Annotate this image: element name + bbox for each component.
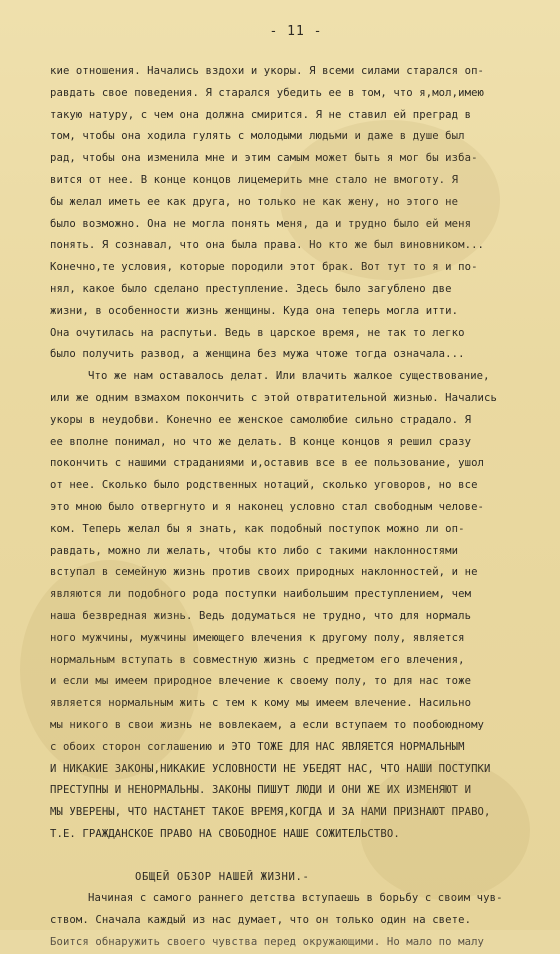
text-line: наша безвредная жизнь. Ведь додуматься не трудно, что для нормаль (50, 609, 472, 622)
text-line: бы желал иметь ее как друга, но только не как жену, но этого не (50, 195, 459, 208)
text-line: нормальным вступать в совместную жизнь с предметом его влечения, (50, 653, 465, 666)
text-line: Начиная с самого раннего детства вступаешь в борьбу с своим чув- (88, 892, 503, 905)
text-line: ее вполне понимал, но что же делать. В конце концов я решил сразу (50, 435, 472, 448)
text-line: понять. Я сознавал, что она была права. Но кто же был виновником... (50, 239, 485, 252)
text-line: это мною было отвергнуто и я наконец условно стал свободным челове- (50, 500, 485, 513)
text-line: нял, какое было сделано преступление. Здесь было загублено две (50, 282, 452, 295)
text-line: покончить с нашими страданиями и,оставив все в ее пользование, ушол (50, 457, 485, 470)
text-line: от нее. Сколько было родственных нотаций, сколько уговоров, но все (50, 479, 478, 492)
text-line: мы никого в свои жизнь не вовлекаем, а если вступаем то пообоюдному (50, 718, 485, 731)
paragraph-3 (50, 888, 542, 953)
text-line: было возможно. Она не могла понять меня, да и трудно было ей меня (50, 217, 472, 230)
text-line: было получить развод, а женщина без мужа чтоже тогда означала... (50, 348, 465, 361)
text-line: ПРЕСТУПНЫ И НЕНОРМАЛЬНЫ. ЗАКОНЫ ПИШУТ ЛЮДИ И ОНИ ЖЕ ИХ ИЗМЕНЯЮТ И (50, 784, 472, 797)
text-line: или же одним взмахом покончить с этой отвратительной жизнью. Начались (50, 391, 497, 404)
text-line: Она очутилась на распутьи. Ведь в царское время, не так то легко (50, 326, 465, 339)
text-line: жизни, в особенности жизнь женщины. Куда она теперь могла итти. (50, 304, 459, 317)
text-line: Конечно,те условия, которые породили этот брак. Вот тут то я и по- (50, 261, 478, 274)
text-line: вится от нее. В конце концов лицемерить мне стало не вмоготу. Я (50, 173, 459, 186)
text-line: ством. Сначала каждый из нас думает, что он только один на свете. (50, 914, 472, 927)
text-line: и если мы имеем природное влечение к своему полу, то для нас тоже (50, 675, 472, 688)
text-line: ного мужчины, мужчины имеющего влечения к другому полу, является (50, 631, 465, 644)
text-line: ком. Теперь желал бы я знать, как подобный поступок можно ли оп- (50, 522, 465, 535)
text-line: является нормальным жить с тем к кому мы имеем влечение. Насильно (50, 697, 472, 710)
text-line: том, чтобы она ходила гулять с молодыми людьми и даже в душе был (50, 130, 465, 143)
text-line: являются ли подобного рода поступки наибольшим преступлением, чем (50, 588, 472, 601)
text-line: И НИКАКИЕ ЗАКОНЫ,НИКАКИЕ УСЛОВНОСТИ НЕ УБЕДЯТ НАС, ЧТО НАШИ ПОСТУПКИ (50, 762, 491, 775)
text-line: равдать свое поведения. Я старался убедить ее в том, что я,мол,имею (50, 86, 485, 99)
paragraph-2 (50, 366, 542, 846)
text-line: укоры в неудобви. Конечно ее женское самолюбие сильно страдало. Я (50, 413, 472, 426)
paragraph-1 (50, 61, 542, 366)
text-line: с обоих сторон соглашению и ЭТО ТОЖЕ ДЛЯ НАС ЯВЛЯЕТСЯ НОРМАЛЬНЫМ (50, 740, 465, 753)
section-title: ОБЩЕЙ ОБЗОР НАШЕЙ ЖИЗНИ.- (135, 870, 310, 883)
page-number: - 11 - (269, 24, 323, 39)
text-line: такую натуру, с чем она должна смирится. Я не ставил ей преград в (50, 108, 472, 121)
text-line: МЫ УВЕРЕНЫ, ЧТО НАСТАНЕТ ТАКОЕ ВРЕМЯ,КОГДА И ЗА НАМИ ПРИЗНАЮТ ПРАВО, (50, 806, 491, 819)
text-line: Что же нам оставалось делат. Или влачить жалкое существование, (88, 370, 490, 383)
text-line: Т.Е. ГРАЖДАНСКОЕ ПРАВО НА СВОБОДНОЕ НАШЕ СОЖИТЕЛЬСТВО. (50, 827, 400, 840)
text-line: кие отношения. Начались вздохи и укоры. Я всеми силами старался оп- (50, 65, 485, 77)
text-line: равдать, можно ли желать, чтобы кто либо с такими наклонностями (50, 544, 459, 557)
text-line: Боится обнаружить своего чувства перед окружающими. Но мало по малу (50, 936, 485, 949)
text-line: рад, чтобы она изменила мне и этим самым может быть я мог бы изба- (50, 152, 478, 165)
text-line: вступал в семейную жизнь против своих природных наклонностей, и не (50, 566, 478, 579)
